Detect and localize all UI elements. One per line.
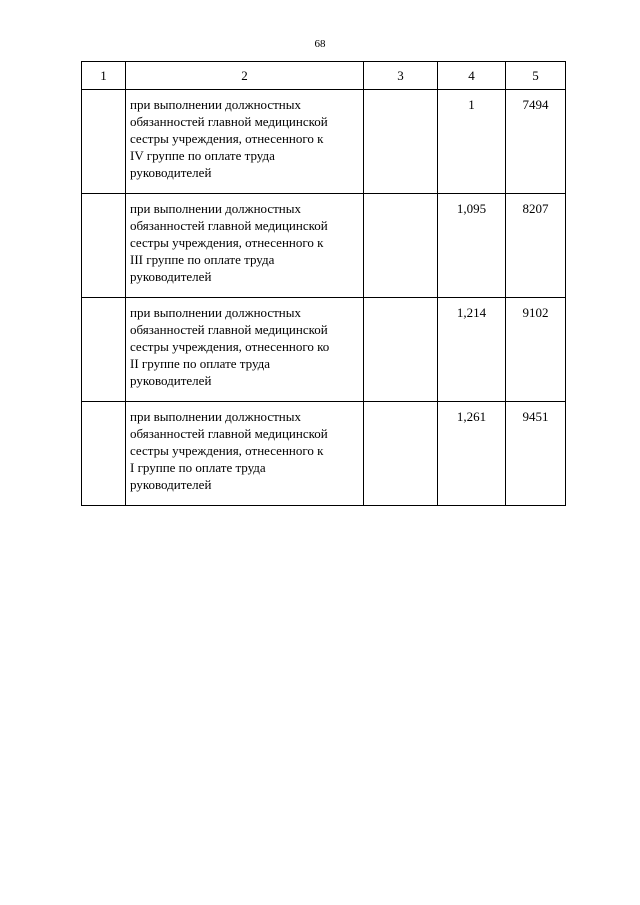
description-line: обязанностей главной медицинской [130, 114, 328, 129]
salary-table [81, 61, 566, 506]
description-line: руководителей [130, 373, 212, 388]
description-line: II группе по оплате труда [130, 356, 271, 371]
description-line: сестры учреждения, отнесенного к [130, 443, 324, 458]
description-line: обязанностей главной медицинской [130, 426, 328, 441]
description-line: руководителей [130, 269, 212, 284]
row-number-cell [82, 90, 126, 194]
description-line: при выполнении должностных [130, 97, 301, 112]
amount-cell: 9102 [506, 298, 566, 402]
coefficient-cell: 1,214 [438, 298, 506, 402]
description-line: IV группе по оплате труда [130, 148, 275, 163]
description-line: I группе по оплате труда [130, 460, 266, 475]
amount-cell: 9451 [506, 402, 566, 506]
coefficient-cell: 1 [438, 90, 506, 194]
amount-cell: 8207 [506, 194, 566, 298]
column-header: 1 [82, 62, 126, 90]
page-number: 68 [314, 38, 326, 50]
column-header: 5 [506, 62, 566, 90]
description-line: III группе по оплате труда [130, 252, 275, 267]
description-line: при выполнении должностных [130, 201, 301, 216]
description-cell [126, 90, 364, 194]
row-number-cell [82, 194, 126, 298]
column-3-cell [364, 402, 438, 506]
row-number-cell [82, 402, 126, 506]
description-cell [126, 194, 364, 298]
coefficient-cell: 1,261 [438, 402, 506, 506]
coefficient-cell: 1,095 [438, 194, 506, 298]
column-3-cell [364, 90, 438, 194]
table-header-row [82, 62, 566, 90]
table-row [82, 194, 566, 298]
description-line: при выполнении должностных [130, 305, 301, 320]
description-line: обязанностей главной медицинской [130, 322, 328, 337]
description-cell [126, 298, 364, 402]
row-number-cell [82, 298, 126, 402]
table-row [82, 298, 566, 402]
column-header: 4 [438, 62, 506, 90]
description-cell [126, 402, 364, 506]
description-line: руководителей [130, 477, 212, 492]
column-3-cell [364, 194, 438, 298]
description-line: сестры учреждения, отнесенного ко [130, 339, 330, 354]
table-row [82, 402, 566, 506]
description-line: руководителей [130, 165, 212, 180]
column-3-cell [364, 298, 438, 402]
amount-cell: 7494 [506, 90, 566, 194]
table-row [82, 90, 566, 194]
column-header: 2 [126, 62, 364, 90]
column-header: 3 [364, 62, 438, 90]
description-line: обязанностей главной медицинской [130, 218, 328, 233]
description-line: при выполнении должностных [130, 409, 301, 424]
description-line: сестры учреждения, отнесенного к [130, 131, 324, 146]
description-line: сестры учреждения, отнесенного к [130, 235, 324, 250]
